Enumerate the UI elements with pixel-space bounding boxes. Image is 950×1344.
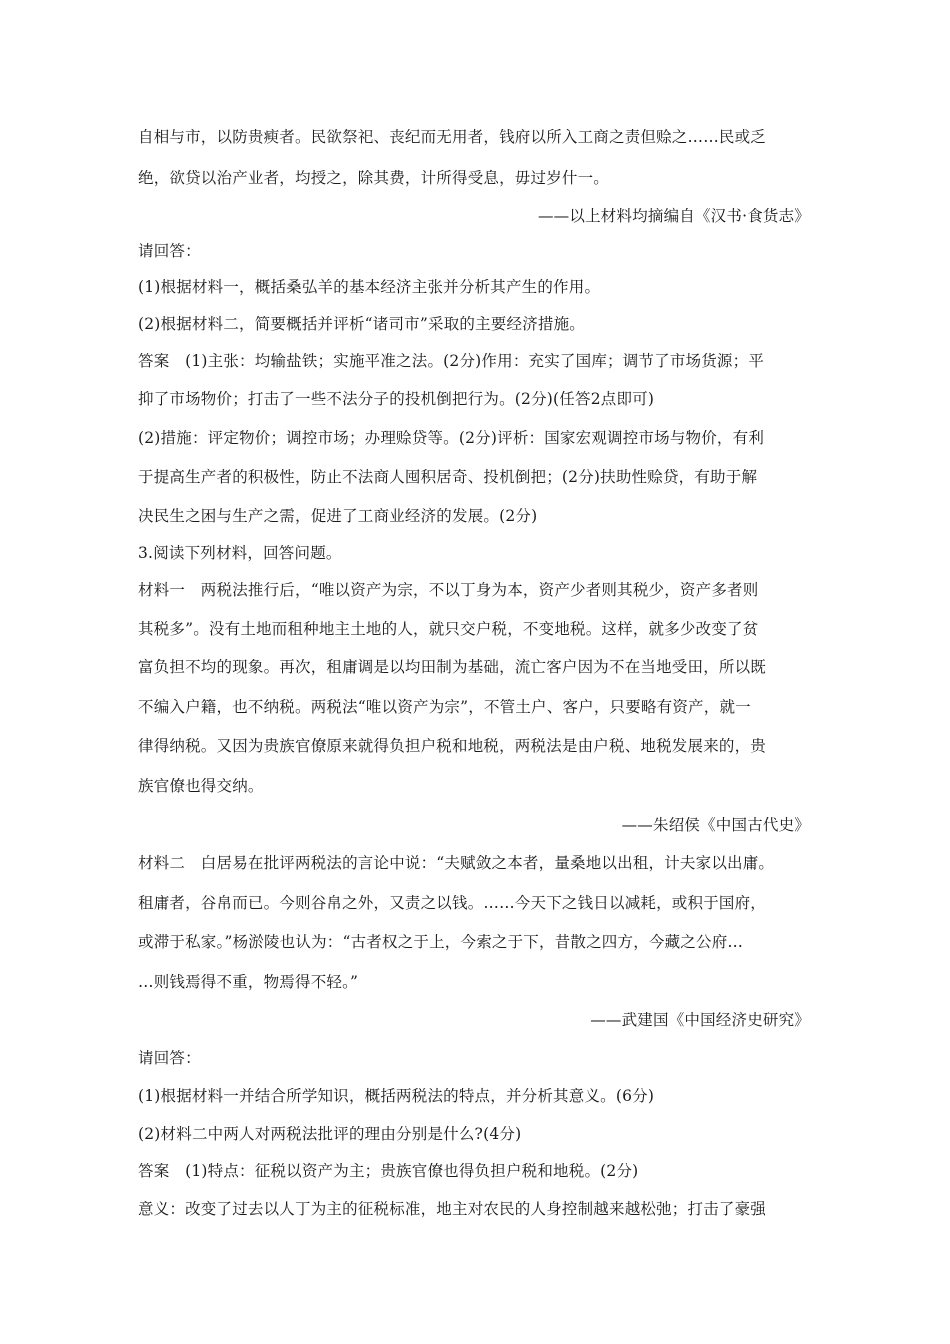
text-line: 答案 (1)主张：均输盐铁；实施平准之法。(2分)作用：充实了国库；调节了市场货源；平 xyxy=(138,352,765,370)
text-line: 自相与市，以防贵瘐者。民欲祭祀、丧纪而无用者，钱府以所入工商之责但赊之……民或乏 xyxy=(138,128,767,146)
text-line: 绝，欲贷以治产业者，均授之，除其费，计所得受息，毋过岁什一。 xyxy=(138,169,610,187)
text-line: 其税多”。没有土地而租种地主土地的人，就只交户税，不变地税。这样，就多少改变了贫 xyxy=(138,620,759,638)
text-line: (1)根据材料一并结合所学知识，概括两税法的特点，并分析其意义。(6分) xyxy=(138,1087,655,1105)
text-line: (2)措施：评定物价；调控市场；办理赊贷等。(2分)评析：国家宏观调控市场与物价，有利 xyxy=(138,429,765,447)
text-line: (2)材料二中两人对两税法批评的理由分别是什么?(4分) xyxy=(138,1125,522,1143)
source-citation: ——朱绍侯《中国古代史》 xyxy=(621,816,810,834)
text-line: 请回答： xyxy=(138,1049,201,1067)
text-line: 决民生之困与生产之需，促进了工商业经济的发展。(2分) xyxy=(138,507,538,525)
text-line: 答案 (1)特点：征税以资产为主；贵族官僚也得负担户税和地税。(2分) xyxy=(138,1162,639,1180)
text-line: 富负担不均的现象。再次，租庸调是以均田制为基础，流亡客户因为不在当地受田，所以既 xyxy=(138,658,767,676)
text-line: (1)根据材料一，概括桑弘羊的基本经济主张并分析其产生的作用。 xyxy=(138,278,601,296)
source-citation: ——以上材料均摘编自《汉书·食货志》 xyxy=(537,207,810,225)
text-line: 律得纳税。又因为贵族官僚原来就得负担户税和地税，两税法是由户税、地税发展来的，贵 xyxy=(138,737,767,755)
text-line: 3.阅读下列材料，回答问题。 xyxy=(138,544,342,562)
text-line: …则钱焉得不重，物焉得不轻。” xyxy=(138,973,359,991)
text-line: 不编入户籍，也不纳税。两税法“唯以资产为宗”，不管土户、客户，只要略有资产，就一 xyxy=(138,698,751,716)
text-line: 租庸者，谷帛而已。今则谷帛之外，又责之以钱。……今天下之钱日以减耗，或积于国府， xyxy=(138,894,767,912)
text-line: 于提高生产者的积极性，防止不法商人囤积居奇、投机倒把；(2分)扶助性赊贷，有助于解 xyxy=(138,468,758,486)
text-line: 请回答： xyxy=(138,242,201,260)
text-line: 族官僚也得交纳。 xyxy=(138,777,264,795)
text-line: 材料二 白居易在批评两税法的言论中说：“夫赋敛之本者，量桑地以出租，计夫家以出庸。 xyxy=(138,854,775,872)
source-citation: ——武建国《中国经济史研究》 xyxy=(590,1011,810,1029)
text-line: 抑了市场物价；打击了一些不法分子的投机倒把行为。(2分)(任答2点即可) xyxy=(138,390,655,408)
text-line: 意义：改变了过去以人丁为主的征税标准，地主对农民的人身控制越来越松弛；打击了豪强 xyxy=(138,1200,767,1218)
text-line: 或滞于私家。”杨淤陵也认为：“古者权之于上，今索之于下，昔散之四方，今藏之公府… xyxy=(138,933,744,951)
text-line: (2)根据材料二，简要概括并评析“诸司市”采取的主要经济措施。 xyxy=(138,315,586,333)
text-line: 材料一 两税法推行后，“唯以资产为宗，不以丁身为本，资产少者则其税少，资产多者则 xyxy=(138,581,759,599)
